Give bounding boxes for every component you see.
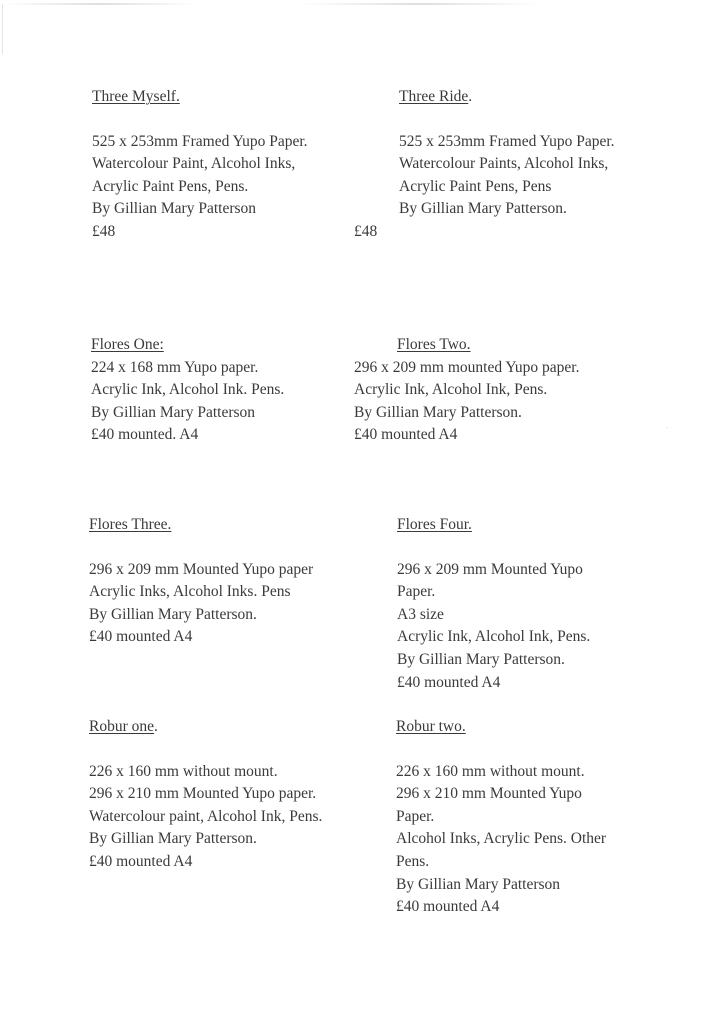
scan-speck: · [666,424,669,432]
artwork-title-suffix: . [468,88,473,105]
artwork-line: 525 x 253mm Framed Yupo Paper. [399,132,615,150]
artwork-line: 226 x 160 mm without mount. [396,762,585,780]
artwork-title: Three Ride [399,88,469,105]
artwork-robur-one [89,716,322,874]
artwork-line: Acrylic Ink, Alcohol Ink. Pens. [91,381,285,399]
artwork-flores-three [89,514,313,649]
artwork-price: £40 mounted A4 [354,426,458,444]
artwork-line: Acrylic Paint Pens, Pens. [92,177,249,195]
artwork-title: Three Myself [92,88,176,105]
artwork-line: Acrylic Paint Pens, Pens [399,177,552,195]
artwork-line: By Gillian Mary Patterson [92,200,257,218]
artwork-line: A3 size [397,605,444,623]
artwork-line: By Gillian Mary Patterson. [89,605,257,623]
artwork-title: Flores Four. [397,516,472,533]
artwork-price: £48 [354,223,378,240]
artwork-line: Acrylic Ink, Alcohol Ink, Pens. [354,381,548,399]
artwork-title: Flores One: [91,336,164,353]
artwork-line: By Gillian Mary Patterson [91,403,256,421]
scan-edge-mark [2,4,3,54]
artwork-line: Alcohol Inks, Acrylic Pens. Other [396,830,607,848]
artwork-line: 296 x 210 mm Mounted Yupo [396,785,582,803]
artwork-line: By Gillian Mary Patterson [396,875,561,893]
artwork-line: Watercolour paint, Alcohol Ink, Pens. [89,807,323,825]
artwork-line: Watercolour Paint, Alcohol Inks, [92,155,296,173]
artwork-title: Flores Two. [397,336,471,353]
artwork-title-suffix: . [154,718,158,735]
artwork-line: 226 x 160 mm without mount. [89,762,278,780]
artwork-line: Pens. [396,852,430,870]
artwork-line: 224 x 168 mm Yupo paper. [91,358,259,376]
scan-edge-mark [0,3,200,5]
artwork-flores-two [354,334,579,447]
artwork-line: 296 x 210 mm Mounted Yupo paper. [89,785,317,803]
artwork-line: By Gillian Mary Patterson. [89,830,257,848]
artwork-line: Watercolour Paints, Alcohol Inks, [399,155,609,173]
artwork-three-myself [92,86,308,244]
artwork-robur-two [396,716,606,919]
artwork-line: 296 x 209 mm Mounted Yupo [397,560,583,578]
artwork-price: £40 mounted A4 [397,673,501,691]
artwork-line: Acrylic Ink, Alcohol Ink, Pens. [397,628,591,646]
artwork-price: £40 mounted A4 [89,852,193,870]
artwork-line: 296 x 209 mm mounted Yupo paper. [354,358,580,376]
artwork-title: Flores Three. [89,516,172,533]
artwork-price: £40 mounted A4 [89,628,193,646]
artwork-line: 296 x 209 mm Mounted Yupo paper [89,560,314,578]
artwork-line: 525 x 253mm Framed Yupo Paper. [92,132,308,150]
artwork-flores-four [397,514,590,694]
artwork-line: By Gillian Mary Patterson. [354,403,522,421]
scan-edge-mark [300,3,540,5]
artwork-three-ride [399,86,615,221]
artwork-price: £40 mounted. A4 [91,426,199,444]
artwork-price: £48 [92,222,116,240]
artwork-price: £40 mounted A4 [396,898,500,916]
artwork-title-suffix: . [175,88,180,105]
artwork-line: By Gillian Mary Patterson. [397,650,565,668]
artwork-flores-one [91,334,284,447]
artwork-title: Robur two. [396,718,466,735]
artwork-line: By Gillian Mary Patterson. [399,200,567,218]
artwork-line: Acrylic Inks, Alcohol Inks. Pens [89,583,291,601]
artwork-line: Paper. [397,583,436,601]
artwork-title: Robur one [89,718,155,735]
artwork-line: Paper. [396,807,435,825]
